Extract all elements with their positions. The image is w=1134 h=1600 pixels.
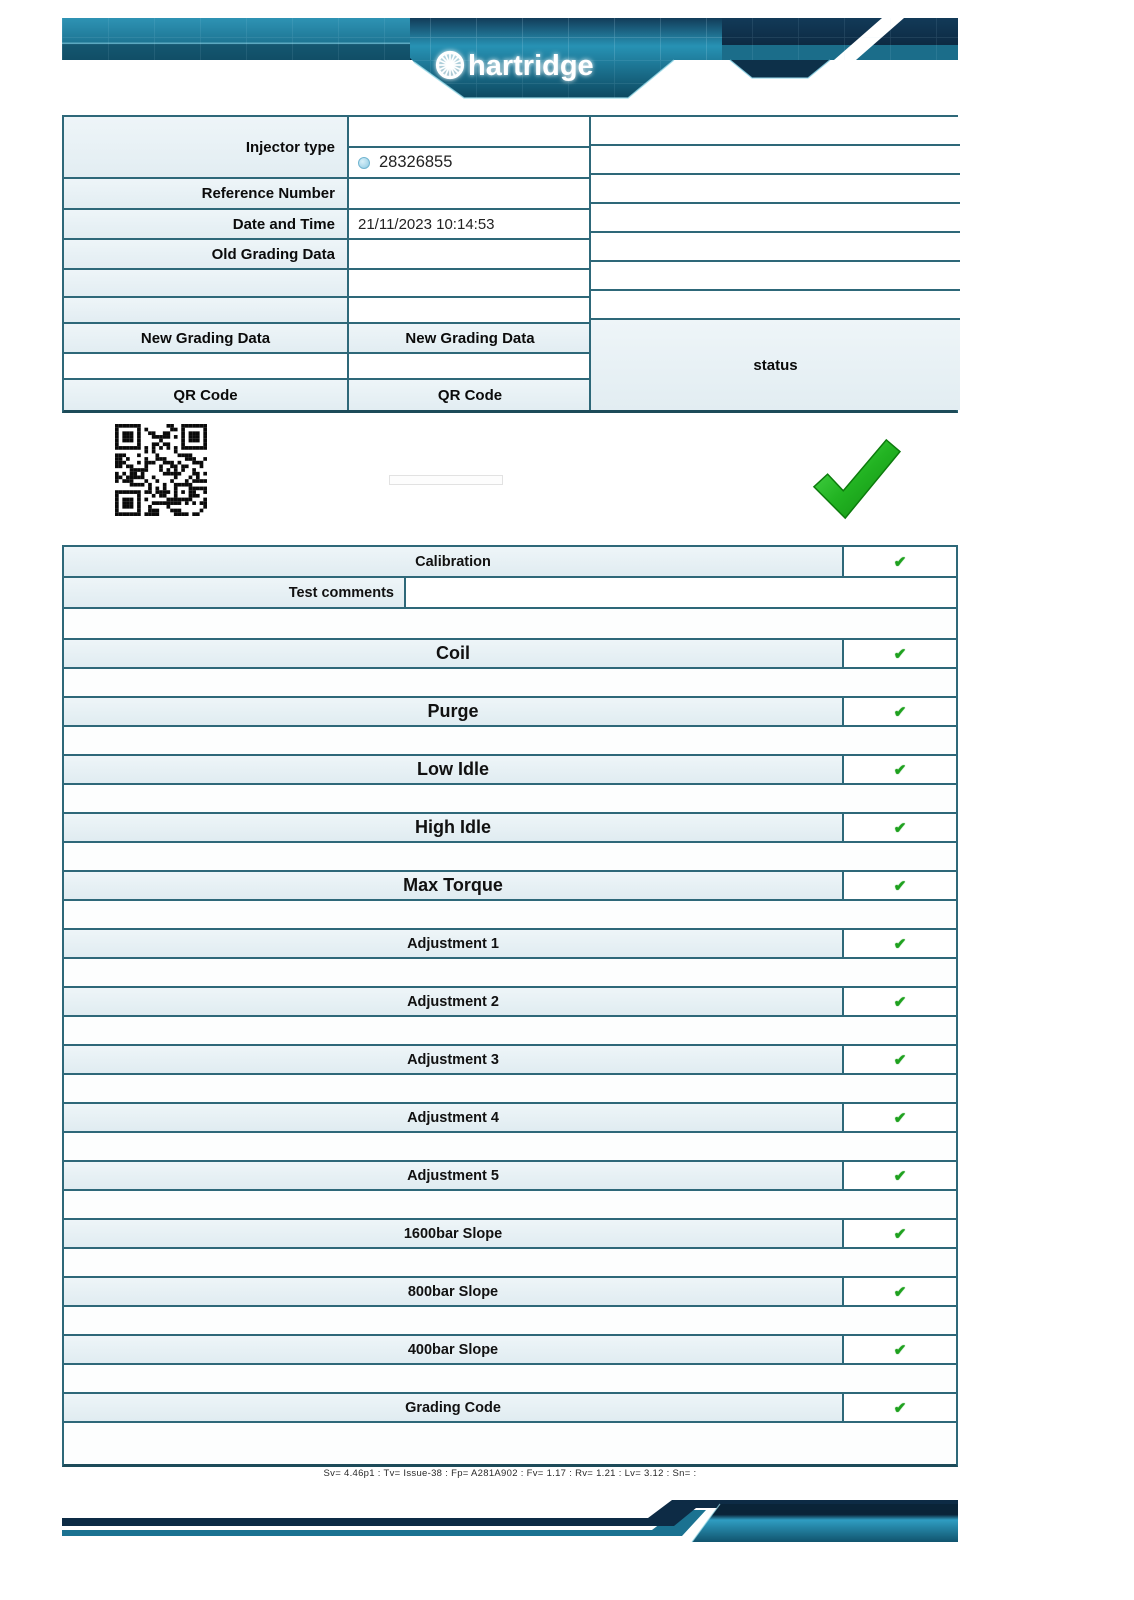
- calibration-label: Calibration: [415, 553, 491, 570]
- check-icon: ✔: [893, 703, 907, 721]
- footer-banner-graphic: [62, 1492, 958, 1546]
- new-grading-data-right-header: New Grading Data: [405, 329, 535, 347]
- old-grading-label: Old Grading Data: [211, 245, 335, 263]
- checklist-item-check-cell: [842, 988, 956, 1015]
- check-icon: ✔: [893, 1225, 907, 1243]
- header-banner-graphic: [62, 14, 958, 100]
- checklist-item-row: [64, 756, 956, 785]
- checklist-item-check-cell: [842, 872, 956, 899]
- empty-cell: [64, 354, 347, 380]
- empty-label-cell: [64, 270, 347, 298]
- info-label-column: [64, 117, 347, 410]
- check-icon: ✔: [893, 1109, 907, 1127]
- new-grading-data-left-header: New Grading Data: [140, 329, 271, 347]
- qr-code-right-header: QR Code: [437, 386, 503, 404]
- test-comments-label: Test comments: [288, 584, 394, 601]
- calibration-check-icon: ✔: [893, 553, 907, 571]
- spacer-row: [64, 959, 956, 988]
- empty-value-cell: [349, 117, 591, 148]
- spacer-row: [64, 1249, 956, 1278]
- checklist-item-label: Max Torque: [64, 872, 842, 899]
- empty-row: [591, 262, 960, 291]
- spacer-row: [64, 1365, 956, 1394]
- test-comments-row: [64, 578, 956, 609]
- checklist-item-row: [64, 814, 956, 843]
- calibration-row: [64, 547, 956, 578]
- empty-cell: [349, 354, 591, 380]
- empty-row: [591, 117, 960, 146]
- wheel-icon: [438, 53, 463, 78]
- empty-value-cell: [349, 298, 591, 324]
- checklist-item-check-cell: [842, 1336, 956, 1363]
- checklist-item-row: [64, 1046, 956, 1075]
- spacer-row: [64, 727, 956, 756]
- info-value-column: [347, 117, 591, 410]
- check-icon: ✔: [893, 1399, 907, 1417]
- reference-number-value-cell: [349, 179, 591, 210]
- injector-type-value-cell: [349, 148, 591, 179]
- info-status-column: [589, 117, 960, 410]
- injector-type-label: Injector type: [245, 138, 335, 156]
- reference-number-label: Reference Number: [201, 185, 335, 202]
- check-icon: ✔: [893, 645, 907, 663]
- checklist-item-check-cell: [842, 814, 956, 841]
- check-icon: ✔: [893, 877, 907, 895]
- checklist-item-row: [64, 930, 956, 959]
- spacer-row: [64, 1307, 956, 1336]
- checklist-item-label: High Idle: [64, 814, 842, 841]
- checklist-item-check-cell: [842, 1162, 956, 1189]
- qr-code-image: [115, 424, 207, 516]
- checklist-item-check-cell: [842, 640, 956, 667]
- qr-code-left-header: QR Code: [173, 386, 238, 404]
- checklist-item-label: Grading Code: [64, 1394, 842, 1421]
- checklist-item-check-cell: [842, 930, 956, 957]
- checklist-item-row: [64, 1336, 956, 1365]
- empty-row: [591, 291, 960, 320]
- date-time-label: Date and Time: [232, 215, 335, 233]
- spacer-row: [64, 785, 956, 814]
- check-icon: ✔: [893, 1167, 907, 1185]
- check-icon: ✔: [893, 993, 907, 1011]
- checklist-item-label: 400bar Slope: [64, 1336, 842, 1363]
- calibration-label-cell: [64, 547, 842, 576]
- qr-code-graphic: [115, 424, 207, 516]
- checklist-item-check-cell: [842, 1394, 956, 1421]
- calibration-check-cell: [842, 547, 956, 576]
- check-icon: ✔: [893, 1341, 907, 1359]
- status-header: status: [753, 356, 798, 374]
- spacer-row: [64, 1191, 956, 1220]
- banner-notch: [730, 60, 830, 78]
- date-time-value-cell: [349, 210, 591, 240]
- checklist-item-label: Adjustment 4: [64, 1104, 842, 1131]
- spacer-row: [64, 609, 956, 640]
- checklist-item-row: [64, 988, 956, 1017]
- checklist-table: [62, 545, 958, 1467]
- info-table: [62, 115, 958, 413]
- header-banner: [62, 14, 958, 100]
- check-icon: ✔: [893, 1283, 907, 1301]
- spacer-row: [64, 901, 956, 930]
- checklist-item-label: Adjustment 5: [64, 1162, 842, 1189]
- checklist-item-check-cell: [842, 1104, 956, 1131]
- check-icon: ✔: [893, 819, 907, 837]
- empty-value-cell: [349, 270, 591, 298]
- spacer-row: [64, 1017, 956, 1046]
- checklist-item-row: [64, 1278, 956, 1307]
- date-time-value: 21/11/2023 10:14:53: [358, 215, 495, 233]
- check-icon: ✔: [893, 1051, 907, 1069]
- empty-field-placeholder: [389, 475, 503, 485]
- overall-pass-check-icon: [806, 434, 904, 524]
- empty-row: [591, 175, 960, 204]
- injector-type-value: 28326855: [379, 153, 453, 171]
- checklist-item-check-cell: [842, 756, 956, 783]
- check-icon: ✔: [893, 761, 907, 779]
- empty-row: [591, 204, 960, 233]
- empty-label-cell: [64, 298, 347, 324]
- empty-row: [591, 233, 960, 262]
- spacer-row: [64, 669, 956, 698]
- checklist-item-label: Adjustment 3: [64, 1046, 842, 1073]
- old-grading-value-cell: [349, 240, 591, 270]
- checklist-item-check-cell: [842, 698, 956, 725]
- big-check-shape: [814, 440, 900, 518]
- checklist-item-label: Purge: [64, 698, 842, 725]
- check-icon: ✔: [893, 935, 907, 953]
- injector-bullet-icon: [358, 157, 370, 169]
- empty-row: [591, 146, 960, 175]
- checklist-item-row: [64, 1104, 956, 1133]
- checklist-item-row: [64, 640, 956, 669]
- test-comments-value: [406, 578, 956, 607]
- version-info-line: Sv= 4.46p1 : Tv= Issue-38 : Fp= A281A902 : Fv= 1.17 : Rv= 1.21 : Lv= 3.12 : Sn= :: [323, 1468, 697, 1479]
- spacer-row: [64, 1133, 956, 1162]
- spacer-row: [64, 843, 956, 872]
- checklist-item-row: [64, 872, 956, 901]
- spacer-row: [64, 1423, 956, 1464]
- checklist-items: [64, 640, 956, 1464]
- checklist-item-check-cell: [842, 1278, 956, 1305]
- spacer-row: [64, 1075, 956, 1104]
- checklist-item-label: Adjustment 1: [64, 930, 842, 957]
- checklist-item-label: Coil: [64, 640, 842, 667]
- brand-text: hartridge: [468, 50, 594, 82]
- checklist-item-row: [64, 698, 956, 727]
- checklist-item-label: 800bar Slope: [64, 1278, 842, 1305]
- checklist-item-check-cell: [842, 1220, 956, 1247]
- checklist-item-row: [64, 1220, 956, 1249]
- test-comments-label-cell: [64, 578, 406, 607]
- checklist-item-label: 1600bar Slope: [64, 1220, 842, 1247]
- checklist-item-row: [64, 1394, 956, 1423]
- checklist-item-row: [64, 1162, 956, 1191]
- footer-right-block: [692, 1504, 958, 1542]
- footer-banner: [62, 1492, 958, 1546]
- checklist-item-label: Adjustment 2: [64, 988, 842, 1015]
- checklist-item-check-cell: [842, 1046, 956, 1073]
- checklist-item-label: Low Idle: [64, 756, 842, 783]
